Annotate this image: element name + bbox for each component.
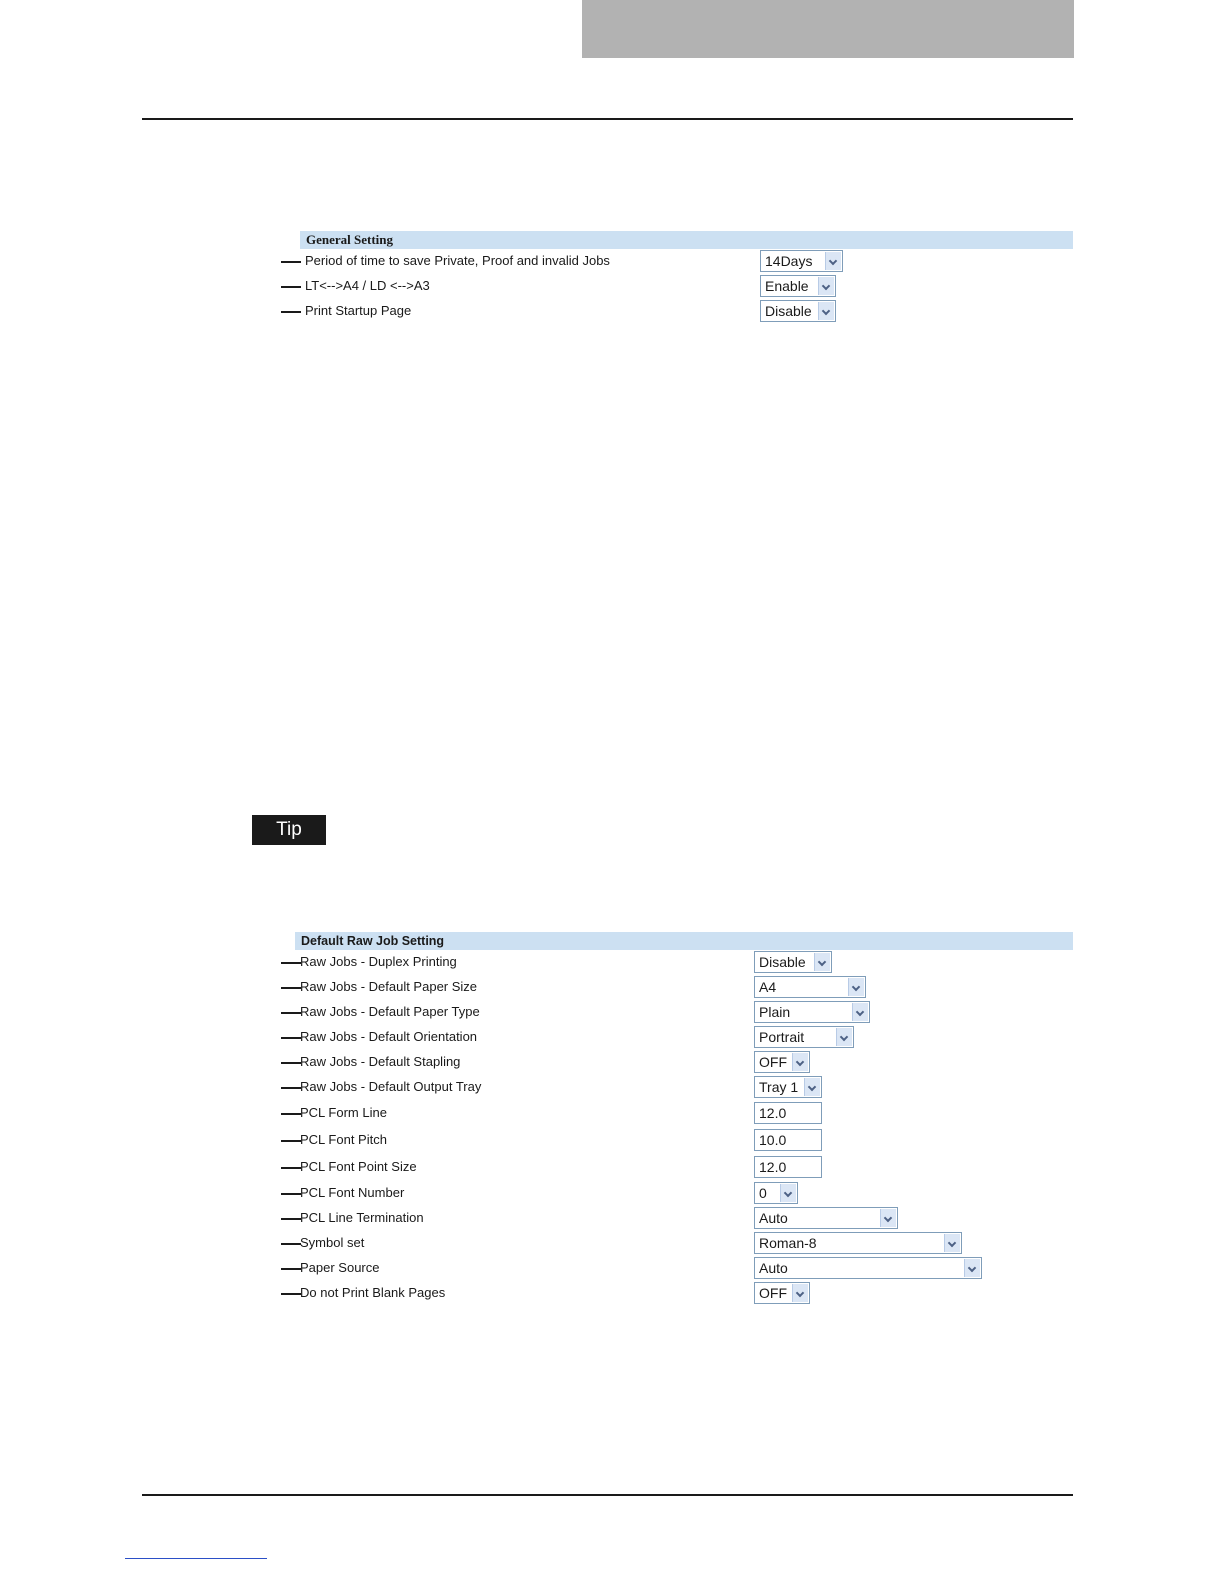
raw-row-label: PCL Font Point Size [300,1159,417,1174]
general-setting-header: General Setting [300,231,1073,249]
raw-row [281,1025,1073,1049]
general-setting-panel [281,231,1073,327]
callout-line [281,1218,301,1220]
chevron-down-icon[interactable] [836,1028,852,1046]
raw-row-label: PCL Font Pitch [300,1132,387,1147]
general-row-label: Print Startup Page [305,303,412,318]
save-period-select[interactable]: 14Days [760,250,843,272]
raw-row-label: Paper Source [300,1260,380,1275]
raw-job-setting-panel [281,932,1073,1308]
blank-pages-select[interactable]: OFF [754,1282,810,1304]
raw-row [281,1206,1073,1230]
raw-row [281,1281,1073,1305]
callout-line [281,311,301,313]
pcl-line-termination-select[interactable]: Auto [754,1207,898,1229]
general-row-label: Period of time to save Private, Proof and invalid Jobs [305,253,610,268]
pcl-font-point-size-input[interactable]: 12.0 [754,1156,822,1178]
callout-line [281,1293,301,1295]
raw-row-label: PCL Font Number [300,1185,405,1200]
paper-conversion-select[interactable]: Enable [760,275,836,297]
chevron-down-icon[interactable] [825,252,841,270]
chevron-down-icon[interactable] [792,1053,808,1071]
callout-line [281,1062,301,1064]
callout-line [281,962,301,964]
paper-size-select[interactable]: A4 [754,976,866,998]
general-row [281,249,1073,273]
duplex-printing-select[interactable]: Disable [754,951,832,973]
raw-row [281,1075,1073,1099]
raw-row [281,1101,1073,1125]
callout-line [281,286,301,288]
chevron-down-icon[interactable] [804,1078,820,1096]
callout-line [281,1268,301,1270]
callout-line [281,987,301,989]
symbol-set-select[interactable]: Roman-8 [754,1232,962,1254]
startup-page-select[interactable]: Disable [760,300,836,322]
callout-line [281,1012,301,1014]
top-rule [142,118,1073,120]
raw-row-label: Raw Jobs - Default Paper Type [300,1004,480,1019]
callout-line [281,1113,301,1115]
chevron-down-icon[interactable] [880,1209,896,1227]
paper-source-select[interactable]: Auto [754,1257,982,1279]
callout-line [281,1243,301,1245]
pcl-font-number-select[interactable]: 0 [754,1182,798,1204]
chevron-down-icon[interactable] [792,1284,808,1302]
callout-line [281,1087,301,1089]
link-underline [125,1558,267,1559]
general-row [281,299,1073,323]
pcl-form-line-input[interactable]: 12.0 [754,1102,822,1124]
raw-row [281,1231,1073,1255]
pcl-font-pitch-input[interactable]: 10.0 [754,1129,822,1151]
raw-row [281,1155,1073,1179]
tip-label: Tip [252,815,326,845]
raw-row-label: PCL Form Line [300,1105,387,1120]
raw-row [281,1128,1073,1152]
raw-row-label: Do not Print Blank Pages [300,1285,446,1300]
chevron-down-icon[interactable] [964,1259,980,1277]
callout-line [281,261,301,263]
chevron-down-icon[interactable] [818,277,834,295]
raw-row [281,1256,1073,1280]
chevron-down-icon[interactable] [780,1184,796,1202]
chevron-down-icon[interactable] [848,978,864,996]
bottom-rule [142,1494,1073,1496]
raw-job-setting-header: Default Raw Job Setting [295,932,1073,950]
general-row [281,274,1073,298]
output-tray-select[interactable]: Tray 1 [754,1076,822,1098]
paper-type-select[interactable]: Plain [754,1001,870,1023]
raw-row-label: Raw Jobs - Default Output Tray [300,1079,482,1094]
raw-row [281,1181,1073,1205]
raw-row-label: Raw Jobs - Duplex Printing [300,954,457,969]
orientation-select[interactable]: Portrait [754,1026,854,1048]
raw-row-label: Raw Jobs - Default Paper Size [300,979,478,994]
raw-row-label: Symbol set [300,1235,365,1250]
chevron-down-icon[interactable] [852,1003,868,1021]
general-row-label: LT<-->A4 / LD <-->A3 [305,278,430,293]
callout-line [281,1037,301,1039]
callout-line [281,1167,301,1169]
callout-line [281,1193,301,1195]
raw-row-label: PCL Line Termination [300,1210,424,1225]
raw-row [281,1050,1073,1074]
raw-row [281,950,1073,974]
chevron-down-icon[interactable] [814,953,830,971]
callout-line [281,1140,301,1142]
raw-row [281,1000,1073,1024]
raw-row-label: Raw Jobs - Default Orientation [300,1029,478,1044]
stapling-select[interactable]: OFF [754,1051,810,1073]
chevron-down-icon[interactable] [944,1234,960,1252]
header-gray-tab [582,0,1074,58]
raw-row-label: Raw Jobs - Default Stapling [300,1054,461,1069]
chevron-down-icon[interactable] [818,302,834,320]
raw-row [281,975,1073,999]
